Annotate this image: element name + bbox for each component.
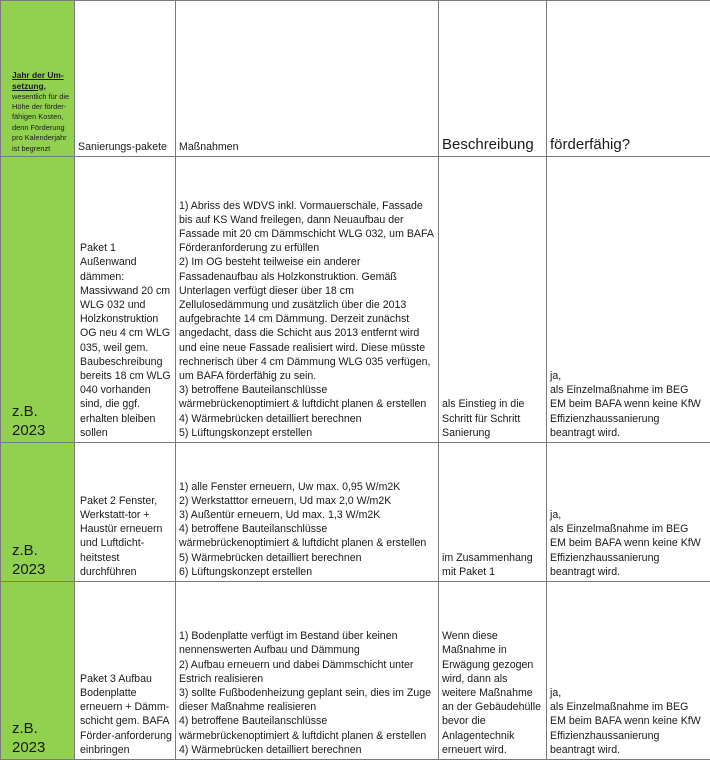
year-text: z.B. 2023 (12, 719, 62, 757)
eligible-cell (547, 582, 710, 760)
header-row (1, 1, 710, 157)
package-text: Paket 2 Fenster, Werkstatt-tor + Haustür erneuern und Luftdicht-heitstest durchführen (80, 494, 172, 579)
eligible-text: ja, als Einzelmaßnahme im BEG EM beim BAFA wenn keine KfW Effizienzhaussanierung beantragt wird. (550, 508, 707, 579)
year-text: z.B. 2023 (12, 541, 62, 579)
header-year-subtitle: wesentlich für die Höhe der förder-fähigen Kosten, denn Förderung pro Kalenderjahr ist begrenzt (12, 92, 74, 154)
eligible-cell (547, 443, 710, 582)
year-cell (1, 157, 75, 443)
table-row (1, 157, 710, 443)
measures-cell (176, 582, 439, 760)
header-description: Beschreibung (439, 1, 547, 157)
measures-cell (176, 443, 439, 582)
table-row (1, 582, 710, 760)
measures-text: 1) Bodenplatte verfügt im Bestand über keinen nennenswerten Aufbau und Dämmung 2) Aufbau erneuern und dabei Dämmschicht unter Estrich realisieren 3) sollte Fußbodenheizung geplant sein, dies im Zuge dieser Maßnahme realisieren 4) betroffene Bauteilanschlüsse wärmebrückenoptimiert & luftdicht planen & erstellen 4) Wärmebrücken detailliert berechnen (179, 629, 435, 757)
description-text: im Zusammenhang mit Paket 1 (442, 551, 543, 579)
description-text: als Einstieg in die Schritt für Schritt Sanierung (442, 397, 543, 440)
header-year-title: Jahr der Um-setzung, (12, 70, 74, 92)
package-cell (75, 582, 176, 760)
year-cell (1, 443, 75, 582)
description-text: Wenn diese Maßnahme in Erwägung gezogen wird, dann als weitere Maßnahme an der Gebäudehülle bevor die Anlagentechnik erneuert wird. (442, 629, 543, 757)
header-measures: Maßnahmen (176, 1, 439, 157)
header-eligible: förderfähig? (547, 1, 710, 157)
eligible-text: ja, als Einzelmaßnahme im BEG EM beim BAFA wenn keine KfW Effizienzhaussanierung beantragt wird. (550, 686, 707, 757)
package-text: Paket 1 Außenwand dämmen: Massivwand 20 cm WLG 032 und Holzkonstruktion OG neu 4 cm WLG 035, weil gem. Baubeschreibung bereits 18 cm WLG 040 vorhanden sind, die ggf. erhalten bleiben sollen (80, 241, 172, 440)
eligible-text: ja, als Einzelmaßnahme im BEG EM beim BAFA wenn keine KfW Effizienzhaussanierung beantragt wird. (550, 369, 707, 440)
table-row (1, 443, 710, 582)
measures-cell (176, 157, 439, 443)
header-year-cell (1, 1, 75, 157)
description-cell (439, 582, 547, 760)
year-cell (1, 582, 75, 760)
description-cell (439, 157, 547, 443)
description-cell (439, 443, 547, 582)
package-cell (75, 443, 176, 582)
year-text: z.B. 2023 (12, 402, 62, 440)
measures-text: 1) alle Fenster erneuern, Uw max. 0,95 W/m2K 2) Werkstatttor erneuern, Ud max 2,0 W/m2K 3) Außentür erneuern, Ud max. 1,3 W/m2K 4) betroffene Bauteilanschlüsse wärmebrückenoptimiert & luftdicht planen & erstellen 5) Wärmebrücken detailliert berechnen 6) Lüftungskonzept erstellen (179, 480, 435, 579)
measures-text: 1) Abriss des WDVS inkl. Vormauerschale, Fassade bis auf KS Wand freilegen, dann Neuaufbau der Fassade mit 20 cm Dämmschicht WLG 032, um BAFA Förderanforderung zu erfüllen 2) Im OG besteht teilweise ein anderer Fassadenaufbau als Holzkonstruktion. Gemäß Unterlagen verfügt dieser über 18 cm Zellulosedämmung und zusätzlich über die 2013 aufgebrachte 14 cm Dämmung. Derzeit zunächst angedacht, dass die Schicht aus 2013 entfernt wird und eine neue Fassade realisiert wird. Diese müsste rechnerisch über 4 cm Dämmung WLG 035 verfügen, um BAFA förderfähig zu sein. 3) betroffene Bauteilanschlüsse wärmebrückenoptimiert & luftdicht planen & erstellen 4) Wärmebrücken detailliert berechnen 5) Lüftungskonzept erstellen (179, 199, 435, 440)
package-cell (75, 157, 176, 443)
eligible-cell (547, 157, 710, 443)
package-text: Paket 3 Aufbau Bodenplatte erneuern + Dämm-schicht gem. BAFA Förder-anforderung einbringen (80, 672, 172, 757)
header-packages: Sanierungs-pakete (75, 1, 176, 157)
